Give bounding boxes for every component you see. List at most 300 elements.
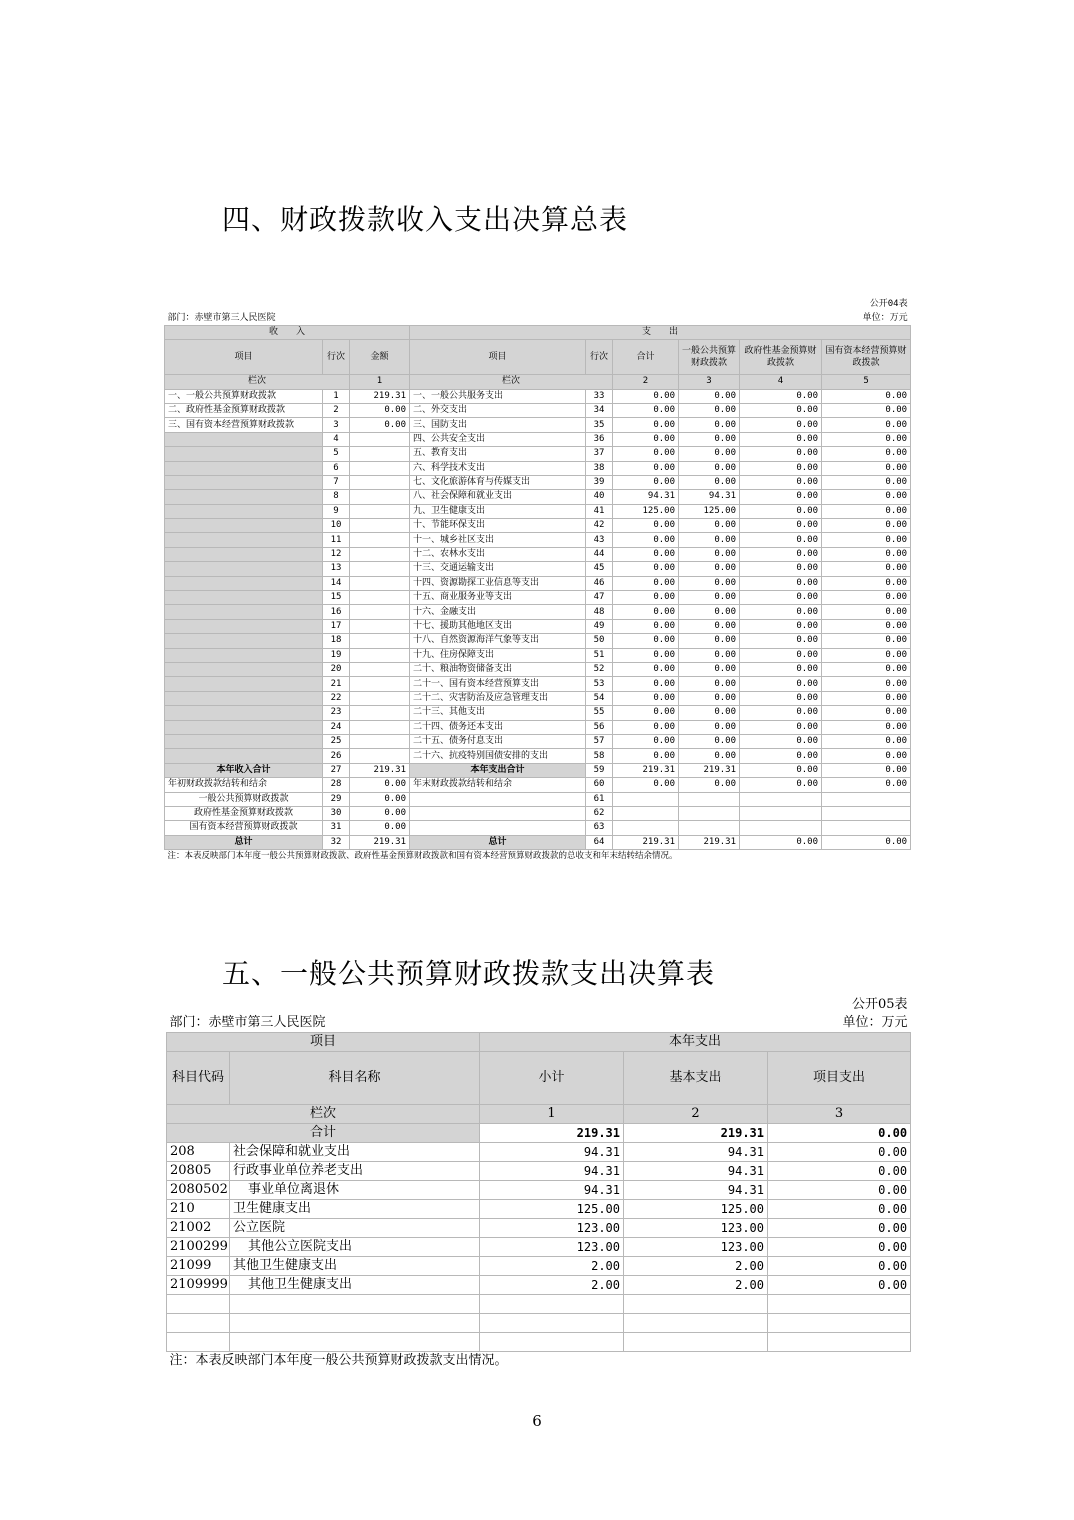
income-item <box>165 605 323 619</box>
income-line-no: 26 <box>323 749 350 763</box>
income-line-no: 8 <box>323 490 350 504</box>
expense-item: 九、卫生健康支出 <box>410 504 586 518</box>
expense-total: 0.00 <box>613 677 679 691</box>
table-row <box>165 447 911 461</box>
income-amount <box>350 576 410 590</box>
expense-general: 0.00 <box>679 734 740 748</box>
subject-name: 其他公立医院支出 <box>230 1238 480 1257</box>
table-row <box>165 605 911 619</box>
table-row <box>165 533 911 547</box>
income-amount <box>350 447 410 461</box>
empty-cell <box>480 1295 624 1314</box>
table-row <box>165 806 911 820</box>
col-number-1: 1 <box>480 1105 624 1124</box>
col-number-label: 栏次 <box>167 1105 480 1124</box>
expense-general: 0.00 <box>679 634 740 648</box>
expense-state: 0.00 <box>822 591 911 605</box>
expense-line-no: 44 <box>586 547 613 561</box>
expense-general: 0.00 <box>679 749 740 763</box>
table-note: 注：本表反映部门本年度一般公共预算财政拨款、政府性基金预算财政拨款和国有资本经营预算财政拨款的总收支和年末结转结余情况。 <box>167 851 678 862</box>
expense-item <box>410 806 586 820</box>
expense-state: 0.00 <box>822 648 911 662</box>
expense-line-no: 47 <box>586 591 613 605</box>
expense-item: 二十三、其他支出 <box>410 706 586 720</box>
expense-total: 0.00 <box>613 691 679 705</box>
value-basic: 94.31 <box>624 1143 768 1162</box>
expense-total: 0.00 <box>613 432 679 446</box>
expense-line-no: 46 <box>586 576 613 590</box>
empty-cell <box>768 1333 911 1352</box>
value-basic: 123.00 <box>624 1238 768 1257</box>
expense-total <box>613 806 679 820</box>
expense-state: 0.00 <box>822 461 911 475</box>
income-item <box>165 504 323 518</box>
table-row <box>165 706 911 720</box>
expense-item: 七、文化旅游体育与传媒支出 <box>410 475 586 489</box>
expense-line-no: 35 <box>586 418 613 432</box>
table-row <box>167 1181 911 1200</box>
income-line-no: 11 <box>323 533 350 547</box>
table-row <box>167 1238 911 1257</box>
income-line-no: 3 <box>323 418 350 432</box>
income-item <box>165 734 323 748</box>
empty-row <box>167 1295 911 1314</box>
expense-fund <box>740 792 822 806</box>
table-row <box>165 576 911 590</box>
income-amount <box>350 605 410 619</box>
expense-fund: 0.00 <box>740 389 822 403</box>
col-subtotal: 小计 <box>480 1052 624 1105</box>
income-amount <box>350 634 410 648</box>
value-basic: 125.00 <box>624 1200 768 1219</box>
expense-general: 0.00 <box>679 562 740 576</box>
expense-item: 十、节能环保支出 <box>410 519 586 533</box>
expense-general: 0.00 <box>679 576 740 590</box>
expense-line-no: 38 <box>586 461 613 475</box>
subject-code: 2109999 <box>167 1276 230 1295</box>
expense-item: 三、国防支出 <box>410 418 586 432</box>
value-project: 0.00 <box>768 1219 911 1238</box>
expense-total: 0.00 <box>613 447 679 461</box>
table4-title: 四、财政拨款收入支出决算总表 <box>222 203 629 236</box>
expense-item: 十一、城乡社区支出 <box>410 533 586 547</box>
col-item: 项目 <box>165 340 323 375</box>
income-item <box>165 432 323 446</box>
income-amount <box>350 475 410 489</box>
expense-line-no: 34 <box>586 403 613 417</box>
col-name: 科目名称 <box>230 1052 480 1105</box>
expense-item: 二十四、债务还本支出 <box>410 720 586 734</box>
income-line-no: 10 <box>323 519 350 533</box>
table-row <box>165 821 911 835</box>
expense-state: 0.00 <box>822 432 911 446</box>
col-fund: 政府性基金预算财政拨款 <box>740 340 822 375</box>
expense-state <box>822 792 911 806</box>
income-item <box>165 662 323 676</box>
expense-total: 0.00 <box>613 547 679 561</box>
expense-state: 0.00 <box>822 734 911 748</box>
total-project: 0.00 <box>768 1124 911 1143</box>
income-line-no: 7 <box>323 475 350 489</box>
expense-total: 125.00 <box>613 504 679 518</box>
income-item <box>165 749 323 763</box>
value-subtotal: 123.00 <box>480 1238 624 1257</box>
value-basic: 2.00 <box>624 1276 768 1295</box>
expense-line-no: 42 <box>586 519 613 533</box>
empty-row <box>167 1314 911 1333</box>
income-amount <box>350 706 410 720</box>
table-row <box>165 677 911 691</box>
income-line-no: 9 <box>323 504 350 518</box>
income-amount <box>350 562 410 576</box>
income-line-no: 12 <box>323 547 350 561</box>
income-item <box>165 720 323 734</box>
subject-code: 20805 <box>167 1162 230 1181</box>
subject-name: 社会保障和就业支出 <box>230 1143 480 1162</box>
value-subtotal: 123.00 <box>480 1219 624 1238</box>
col-total: 合计 <box>613 340 679 375</box>
year-expense-header: 本年支出 <box>480 1033 911 1052</box>
col-number-label: 栏次 <box>165 375 350 389</box>
expense-item: 二、外交支出 <box>410 403 586 417</box>
expense-total: 219.31 <box>613 763 679 777</box>
table-row <box>165 619 911 633</box>
expense-total: 0.00 <box>613 576 679 590</box>
expense-fund: 0.00 <box>740 432 822 446</box>
income-amount: 0.00 <box>350 821 410 835</box>
expense-item: 十二、农林水支出 <box>410 547 586 561</box>
table-row <box>165 547 911 561</box>
expense-general: 0.00 <box>679 533 740 547</box>
income-amount: 0.00 <box>350 806 410 820</box>
subject-name: 事业单位离退休 <box>230 1181 480 1200</box>
income-line-no: 23 <box>323 706 350 720</box>
value-subtotal: 125.00 <box>480 1200 624 1219</box>
expense-fund: 0.00 <box>740 835 822 849</box>
table-row <box>167 1219 911 1238</box>
income-amount <box>350 490 410 504</box>
expense-general: 0.00 <box>679 461 740 475</box>
expense-fund: 0.00 <box>740 648 822 662</box>
fiscal-appropriation-summary-table <box>164 298 911 863</box>
expense-fund: 0.00 <box>740 533 822 547</box>
expense-fund: 0.00 <box>740 677 822 691</box>
income-item: 年初财政拨款结转和结余 <box>165 778 323 792</box>
income-amount: 0.00 <box>350 403 410 417</box>
expense-line-no: 45 <box>586 562 613 576</box>
income-item <box>165 562 323 576</box>
expense-total: 0.00 <box>613 605 679 619</box>
expense-general: 0.00 <box>679 547 740 561</box>
income-amount <box>350 504 410 518</box>
expense-general: 0.00 <box>679 591 740 605</box>
empty-row <box>167 1333 911 1352</box>
expense-total: 0.00 <box>613 533 679 547</box>
income-header: 收 入 <box>165 325 410 339</box>
income-line-no: 20 <box>323 662 350 676</box>
subject-name: 公立医院 <box>230 1219 480 1238</box>
subject-code: 21002 <box>167 1219 230 1238</box>
income-line-no: 30 <box>323 806 350 820</box>
expense-total: 0.00 <box>613 619 679 633</box>
income-line-no: 18 <box>323 634 350 648</box>
income-item <box>165 447 323 461</box>
total-label: 合计 <box>167 1124 480 1143</box>
expense-state: 0.00 <box>822 720 911 734</box>
col-number-5: 5 <box>822 375 911 389</box>
subject-name: 其他卫生健康支出 <box>230 1276 480 1295</box>
table-row <box>165 734 911 748</box>
expense-line-no: 64 <box>586 835 613 849</box>
income-line-no: 27 <box>323 763 350 777</box>
income-line-no: 19 <box>323 648 350 662</box>
value-project: 0.00 <box>768 1143 911 1162</box>
expense-fund: 0.00 <box>740 591 822 605</box>
income-amount <box>350 734 410 748</box>
col-number-3: 3 <box>768 1105 911 1124</box>
income-item: 总计 <box>165 835 323 849</box>
col-number-4: 4 <box>740 375 822 389</box>
income-amount <box>350 533 410 547</box>
general-budget-expenditure-table <box>166 996 911 1370</box>
expense-fund <box>740 821 822 835</box>
expense-total: 0.00 <box>613 475 679 489</box>
value-subtotal: 2.00 <box>480 1257 624 1276</box>
expense-general: 0.00 <box>679 720 740 734</box>
expense-fund: 0.00 <box>740 619 822 633</box>
table-row <box>165 562 911 576</box>
subject-name: 卫生健康支出 <box>230 1200 480 1219</box>
expense-general: 0.00 <box>679 432 740 446</box>
table-row <box>165 475 911 489</box>
expense-general: 0.00 <box>679 519 740 533</box>
expense-total <box>613 792 679 806</box>
table-row <box>167 1200 911 1219</box>
expense-total: 0.00 <box>613 648 679 662</box>
expense-state <box>822 806 911 820</box>
empty-cell <box>480 1333 624 1352</box>
expense-state: 0.00 <box>822 504 911 518</box>
subject-code: 208 <box>167 1143 230 1162</box>
expense-state: 0.00 <box>822 403 911 417</box>
income-amount <box>350 461 410 475</box>
empty-cell <box>624 1333 768 1352</box>
empty-cell <box>480 1314 624 1333</box>
expense-fund: 0.00 <box>740 691 822 705</box>
income-line-no: 14 <box>323 576 350 590</box>
expense-general: 94.31 <box>679 490 740 504</box>
table-row <box>167 1276 911 1295</box>
expense-line-no: 58 <box>586 749 613 763</box>
expense-fund: 0.00 <box>740 706 822 720</box>
income-item: 国有资本经营预算财政拨款 <box>165 821 323 835</box>
subject-code: 210 <box>167 1200 230 1219</box>
expense-general: 0.00 <box>679 677 740 691</box>
value-project: 0.00 <box>768 1200 911 1219</box>
empty-cell <box>768 1314 911 1333</box>
value-basic: 123.00 <box>624 1219 768 1238</box>
table-row <box>165 835 911 849</box>
expense-item: 十六、金融支出 <box>410 605 586 619</box>
income-amount <box>350 677 410 691</box>
expense-total: 0.00 <box>613 461 679 475</box>
empty-cell <box>230 1295 480 1314</box>
income-amount <box>350 547 410 561</box>
expense-general: 0.00 <box>679 389 740 403</box>
expense-line-no: 57 <box>586 734 613 748</box>
expense-header: 支 出 <box>410 325 911 339</box>
form-number: 公开04表 <box>869 299 908 310</box>
expense-fund: 0.00 <box>740 662 822 676</box>
expense-total <box>613 821 679 835</box>
expense-general: 219.31 <box>679 763 740 777</box>
expense-item: 六、科学技术支出 <box>410 461 586 475</box>
expense-fund: 0.00 <box>740 490 822 504</box>
expense-fund: 0.00 <box>740 403 822 417</box>
expense-fund: 0.00 <box>740 504 822 518</box>
value-basic: 94.31 <box>624 1162 768 1181</box>
empty-cell <box>624 1295 768 1314</box>
income-line-no: 25 <box>323 734 350 748</box>
income-line-no: 4 <box>323 432 350 446</box>
income-item <box>165 576 323 590</box>
income-line-no: 32 <box>323 835 350 849</box>
value-project: 0.00 <box>768 1162 911 1181</box>
expense-item: 总计 <box>410 835 586 849</box>
table-row <box>165 778 911 792</box>
col-project: 项目支出 <box>768 1052 911 1105</box>
col-code: 科目代码 <box>167 1052 230 1105</box>
expense-item: 二十一、国有资本经营预算支出 <box>410 677 586 691</box>
table-row <box>167 1162 911 1181</box>
value-project: 0.00 <box>768 1257 911 1276</box>
empty-cell <box>768 1295 911 1314</box>
expense-general: 219.31 <box>679 835 740 849</box>
table-row <box>165 720 911 734</box>
col-number-3: 3 <box>679 375 740 389</box>
expense-line-no: 60 <box>586 778 613 792</box>
expense-line-no: 53 <box>586 677 613 691</box>
expense-state: 0.00 <box>822 418 911 432</box>
expense-total: 0.00 <box>613 720 679 734</box>
expense-fund: 0.00 <box>740 519 822 533</box>
table-row <box>165 418 911 432</box>
table-row <box>165 648 911 662</box>
expense-fund: 0.00 <box>740 547 822 561</box>
col-general: 一般公共预算财政拨款 <box>679 340 740 375</box>
expense-general: 0.00 <box>679 447 740 461</box>
income-line-no: 24 <box>323 720 350 734</box>
expense-general <box>679 806 740 820</box>
expense-state: 0.00 <box>822 389 911 403</box>
unit-label: 单位：万元 <box>842 1015 908 1030</box>
income-amount <box>350 648 410 662</box>
expense-item: 十八、自然资源海洋气象等支出 <box>410 634 586 648</box>
expense-fund: 0.00 <box>740 720 822 734</box>
table-row <box>165 662 911 676</box>
expense-general: 0.00 <box>679 706 740 720</box>
expense-line-no: 50 <box>586 634 613 648</box>
value-project: 0.00 <box>768 1276 911 1295</box>
table-row <box>165 389 911 403</box>
expense-state: 0.00 <box>822 475 911 489</box>
income-amount: 219.31 <box>350 763 410 777</box>
expense-state: 0.00 <box>822 490 911 504</box>
expense-general <box>679 821 740 835</box>
subject-name: 行政事业单位养老支出 <box>230 1162 480 1181</box>
empty-cell <box>230 1333 480 1352</box>
income-item <box>165 634 323 648</box>
expense-line-no: 56 <box>586 720 613 734</box>
expense-line-no: 59 <box>586 763 613 777</box>
value-subtotal: 2.00 <box>480 1276 624 1295</box>
income-amount: 0.00 <box>350 418 410 432</box>
income-item <box>165 475 323 489</box>
empty-cell <box>167 1333 230 1352</box>
income-item <box>165 519 323 533</box>
income-line-no: 29 <box>323 792 350 806</box>
expense-item: 四、公共安全支出 <box>410 432 586 446</box>
expense-item: 年末财政拨款结转和结余 <box>410 778 586 792</box>
income-amount: 219.31 <box>350 835 410 849</box>
col-number-label-2: 栏次 <box>410 375 613 389</box>
expense-fund: 0.00 <box>740 562 822 576</box>
income-item: 三、国有资本经营预算财政拨款 <box>165 418 323 432</box>
expense-item: 二十、粮油物资储备支出 <box>410 662 586 676</box>
expense-item: 十三、交通运输支出 <box>410 562 586 576</box>
table-row <box>165 691 911 705</box>
income-amount <box>350 432 410 446</box>
expense-general: 0.00 <box>679 662 740 676</box>
table5-title: 五、一般公共预算财政拨款支出决算表 <box>222 957 716 990</box>
expense-line-no: 37 <box>586 447 613 461</box>
income-item <box>165 547 323 561</box>
expense-item: 二十五、债务付息支出 <box>410 734 586 748</box>
expense-state: 0.00 <box>822 778 911 792</box>
income-line-no: 1 <box>323 389 350 403</box>
expense-line-no: 52 <box>586 662 613 676</box>
expense-line-no: 62 <box>586 806 613 820</box>
expense-fund: 0.00 <box>740 778 822 792</box>
page-number: 6 <box>532 1412 542 1430</box>
form-number: 公开05表 <box>852 997 908 1012</box>
income-amount <box>350 720 410 734</box>
income-line-no: 28 <box>323 778 350 792</box>
expense-state: 0.00 <box>822 605 911 619</box>
table-row <box>165 591 911 605</box>
income-line-no: 22 <box>323 691 350 705</box>
expense-item: 十四、资源勘探工业信息等支出 <box>410 576 586 590</box>
income-item <box>165 490 323 504</box>
table-row <box>167 1257 911 1276</box>
col-line: 行次 <box>323 340 350 375</box>
unit-label: 单位：万元 <box>862 312 908 323</box>
table-note: 注：本表反映部门本年度一般公共预算财政拨款支出情况。 <box>169 1353 508 1368</box>
expense-general: 0.00 <box>679 418 740 432</box>
expense-item: 一、一般公共服务支出 <box>410 389 586 403</box>
total-basic: 219.31 <box>624 1124 768 1143</box>
table-row <box>165 432 911 446</box>
expense-fund: 0.00 <box>740 605 822 619</box>
table-row <box>165 749 911 763</box>
expense-item: 十九、住房保障支出 <box>410 648 586 662</box>
expense-line-no: 63 <box>586 821 613 835</box>
empty-cell <box>624 1314 768 1333</box>
income-item <box>165 591 323 605</box>
table-row <box>165 403 911 417</box>
income-item <box>165 706 323 720</box>
expense-total: 0.00 <box>613 749 679 763</box>
